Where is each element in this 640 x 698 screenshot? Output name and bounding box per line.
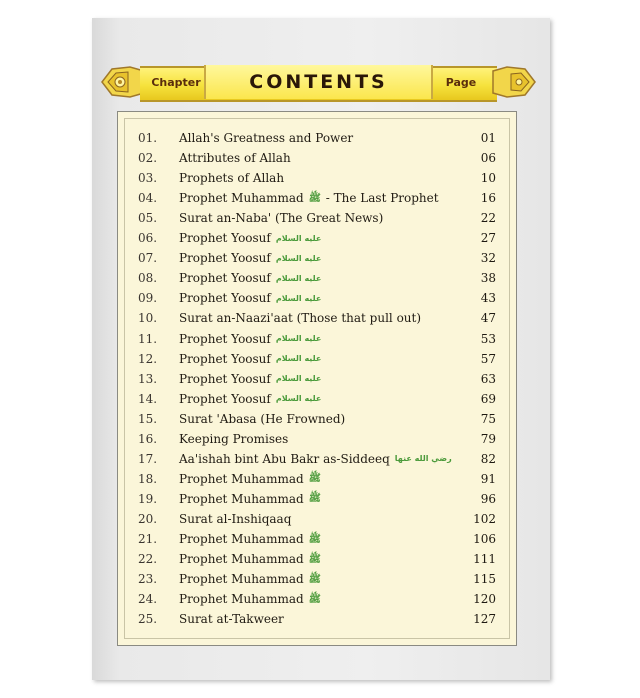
chapter-title — [179, 228, 321, 249]
table-row[interactable] — [118, 288, 518, 308]
chapter-title-text: Keeping Promises — [179, 431, 289, 446]
chapter-number: 01. — [138, 131, 158, 145]
page-number: 57 — [480, 351, 496, 366]
chapter-title — [179, 489, 321, 510]
page-number: 106 — [473, 532, 496, 546]
page-number: 115 — [473, 572, 496, 587]
honorific-icon: عليه السلام — [275, 374, 322, 384]
chapter-title — [179, 329, 321, 350]
honorific-icon: ﷺ — [308, 192, 321, 204]
chapter-title — [179, 248, 321, 269]
page-number: 96 — [480, 491, 496, 506]
chapter-column-label: Chapter — [148, 66, 206, 98]
chapter-title-text: Prophet Yoosuf — [179, 251, 271, 266]
page-number: 38 — [480, 271, 496, 286]
table-row[interactable] — [118, 489, 518, 509]
chapter-title-text: Prophet Yoosuf — [179, 391, 271, 406]
chapter-number: 20. — [138, 511, 158, 526]
chapter-number: 15. — [138, 411, 158, 426]
chapter-number: 24. — [138, 592, 158, 607]
page-number: 06 — [480, 151, 496, 166]
chapter-title — [179, 469, 321, 490]
table-row[interactable] — [118, 268, 518, 288]
table-row[interactable] — [118, 569, 518, 589]
chapter-title-text: Surat al-Inshiqaaq — [179, 511, 292, 526]
chapter-number: 14. — [138, 391, 158, 406]
chapter-title — [179, 148, 291, 168]
page-number: 10 — [480, 171, 496, 186]
chapter-number: 06. — [138, 231, 158, 246]
chapter-title-text: Prophet Yoosuf — [179, 271, 271, 286]
page-number: 53 — [480, 331, 496, 346]
chapter-number: 18. — [138, 471, 158, 486]
chapter-title-text: Prophets of Allah — [179, 171, 285, 186]
page-number: 43 — [480, 291, 496, 306]
honorific-icon: عليه السلام — [275, 253, 322, 263]
page-title: CONTENTS — [204, 65, 433, 99]
chapter-title — [179, 529, 321, 550]
chapter-title-text: Prophet Muhammad — [179, 552, 304, 567]
chapter-title-text: Surat at-Takweer — [179, 612, 284, 627]
chapter-number: 10. — [138, 311, 158, 326]
chapter-title — [179, 288, 321, 309]
chapter-title — [179, 589, 321, 610]
chapter-title — [179, 569, 321, 590]
table-row[interactable] — [118, 529, 518, 549]
chapter-title — [179, 268, 321, 289]
chapter-title-text: Prophet Yoosuf — [179, 351, 271, 366]
table-row[interactable] — [118, 369, 518, 389]
table-row[interactable] — [118, 589, 518, 609]
chapter-title-text: Surat an-Naazi'aat (Those that pull out) — [179, 311, 422, 326]
honorific-icon: عليه السلام — [275, 334, 322, 343]
table-row[interactable] — [118, 509, 518, 529]
page-number: 111 — [473, 552, 496, 567]
table-row[interactable] — [118, 429, 518, 449]
chapter-number: 22. — [138, 552, 158, 567]
chapter-title-text: Prophet Muhammad — [179, 592, 304, 607]
chapter-title-text: Surat an-Naba' (The Great News) — [179, 211, 384, 226]
chapter-number: 11. — [138, 331, 158, 346]
page-number: 79 — [480, 431, 496, 446]
honorific-icon: عليه السلام — [275, 233, 322, 243]
chapter-title-text: Prophet Muhammad — [179, 491, 304, 506]
chapter-number: 03. — [138, 171, 158, 186]
chapter-number: 25. — [138, 612, 158, 627]
chapter-title — [179, 449, 452, 470]
chapter-number: 02. — [138, 151, 158, 166]
table-row[interactable] — [118, 208, 518, 228]
page-number: 75 — [480, 411, 496, 426]
table-row[interactable] — [118, 389, 518, 409]
chapter-title — [179, 168, 284, 188]
chapter-title-text: Surat 'Abasa (He Frowned) — [179, 411, 346, 426]
contents-banner — [100, 63, 537, 101]
table-row[interactable] — [118, 349, 518, 369]
table-row[interactable] — [118, 168, 518, 188]
page-number: 63 — [480, 371, 496, 386]
chapter-title — [179, 429, 288, 449]
chapter-number: 23. — [138, 572, 158, 587]
table-row[interactable] — [118, 248, 518, 268]
honorific-icon: عليه السلام — [275, 394, 322, 404]
table-row[interactable] — [118, 549, 518, 569]
chapter-title-text: Prophet Yoosuf — [179, 331, 271, 346]
chapter-title-text: Allah's Greatness and Power — [179, 131, 354, 145]
honorific-icon: ﷺ — [308, 493, 321, 505]
table-row[interactable] — [118, 409, 518, 429]
chapter-title — [179, 509, 291, 529]
chapter-number: 19. — [138, 491, 158, 506]
table-row[interactable] — [118, 308, 518, 328]
page-number: 82 — [480, 451, 496, 466]
chapter-number: 17. — [138, 451, 158, 466]
table-row[interactable] — [118, 188, 518, 208]
page-number: 32 — [480, 251, 496, 266]
chapter-title-text: Aa'ishah bint Abu Bakr as-Siddeeq — [179, 451, 390, 466]
chapter-title-text: Prophet Muhammad — [179, 572, 304, 587]
table-row[interactable] — [118, 128, 518, 148]
chapter-title — [179, 349, 321, 370]
honorific-icon: ﷺ — [308, 473, 321, 485]
page-number: 47 — [480, 311, 496, 326]
page-number: 91 — [480, 471, 496, 486]
honorific-icon: عليه السلام — [275, 293, 322, 303]
honorific-icon: ﷺ — [308, 593, 321, 605]
table-row[interactable] — [118, 228, 518, 248]
chapter-title — [179, 128, 353, 148]
chapter-title-text: Prophet Yoosuf — [179, 291, 271, 306]
table-row[interactable] — [118, 449, 518, 469]
chapter-title — [179, 549, 321, 570]
chapter-title — [179, 369, 321, 390]
chapter-title — [179, 208, 383, 228]
chapter-title-text: Prophet Muhammad — [179, 471, 304, 486]
table-row[interactable] — [118, 329, 518, 349]
page-number: 69 — [480, 391, 496, 406]
chapter-title — [179, 308, 421, 328]
page-number: 22 — [480, 211, 496, 226]
table-row[interactable] — [118, 148, 518, 168]
page-number: 127 — [473, 612, 496, 627]
page-column-label: Page — [445, 75, 477, 89]
chapter-title — [179, 609, 284, 629]
page-number: 27 — [480, 231, 496, 246]
honorific-icon: رضي الله عنها — [394, 454, 452, 464]
chapter-number: 08. — [138, 271, 158, 286]
page-number: 102 — [473, 511, 496, 526]
honorific-icon: ﷺ — [308, 533, 321, 545]
chapter-number: 13. — [138, 371, 158, 386]
honorific-icon: عليه السلام — [275, 354, 322, 364]
chapter-number: 16. — [138, 431, 158, 446]
chapter-title — [179, 409, 345, 429]
chapter-title — [179, 389, 321, 410]
chapter-number: 12. — [138, 351, 158, 366]
chapter-title-text: Prophet Yoosuf — [179, 371, 271, 386]
chapter-title-text: Prophet Muhammad — [179, 532, 304, 546]
chapter-title-suffix: - The Last Prophet — [325, 191, 439, 206]
page-number: 01 — [480, 131, 496, 145]
chapter-number: 07. — [138, 251, 158, 266]
honorific-icon: ﷺ — [308, 553, 321, 565]
chapter-title — [179, 188, 439, 209]
ornament-right-icon — [491, 63, 537, 101]
chapter-title-text: Attributes of Allah — [179, 151, 291, 166]
table-row[interactable] — [118, 469, 518, 489]
chapter-number: 21. — [138, 532, 158, 546]
chapter-number: 04. — [138, 191, 158, 206]
chapter-number: 09. — [138, 291, 158, 306]
chapter-title-text: Prophet Yoosuf — [179, 231, 271, 246]
chapter-number: 05. — [138, 211, 158, 226]
page-number: 120 — [473, 592, 496, 607]
honorific-icon: ﷺ — [308, 573, 321, 585]
chapter-title-text: Prophet Muhammad — [179, 191, 304, 206]
page-number: 16 — [480, 191, 496, 206]
contents-panel — [117, 111, 517, 646]
honorific-icon: عليه السلام — [275, 273, 322, 283]
table-row[interactable] — [118, 609, 518, 629]
